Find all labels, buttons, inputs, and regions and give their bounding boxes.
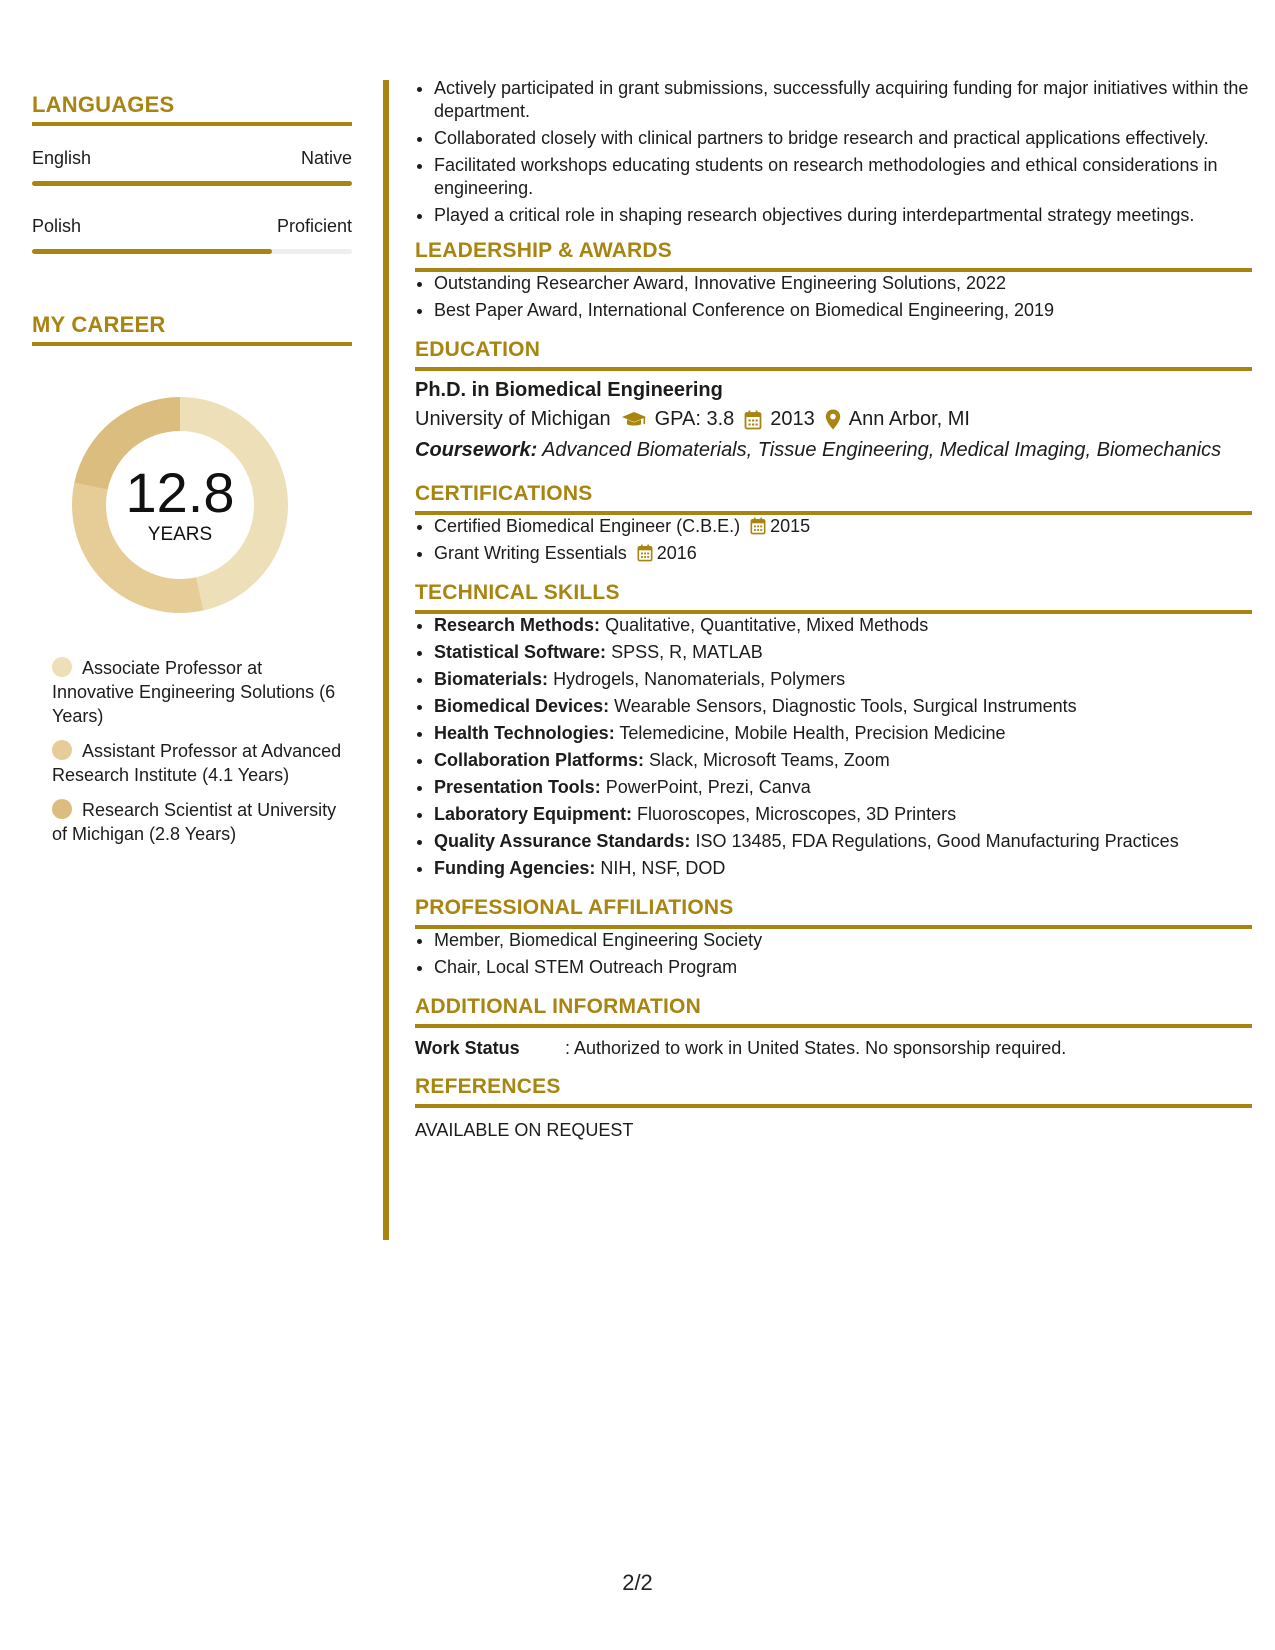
skill-label: Laboratory Equipment: [434, 804, 633, 824]
skill-value: Hydrogels, Nanomaterials, Polymers [553, 669, 846, 689]
career-total-years: 12.8 [125, 461, 235, 524]
experience-bullet: • Facilitated workshops educating students on research methodologies and ethical considerations in engineering. [434, 154, 1252, 200]
language-level: Proficient [276, 216, 352, 236]
skills-heading: TECHNICAL SKILLS [415, 581, 1252, 614]
skill-item [434, 857, 1252, 880]
skill-label: Collaboration Platforms: [434, 750, 645, 770]
language-item [32, 216, 352, 254]
languages-heading: LANGUAGES [32, 92, 352, 126]
skill-item [434, 668, 1252, 691]
language-level-bar [32, 181, 352, 186]
references-text: AVAILABLE ON REQUEST [415, 1120, 634, 1140]
career-legend [52, 656, 342, 846]
page-number: 2/2 [622, 1570, 653, 1595]
gpa: GPA: 3.8 [654, 408, 735, 430]
skill-item [434, 776, 1252, 799]
legend-dot [52, 799, 72, 819]
skill-item [434, 803, 1252, 826]
skill-item [434, 641, 1252, 664]
skill-value: ISO 13485, FDA Regulations, Good Manufacturing Practices [695, 831, 1179, 851]
career-legend-item [52, 656, 342, 728]
language-item [32, 148, 352, 186]
degree: Ph.D. in Biomedical Engineering [415, 379, 723, 401]
skill-value: Qualitative, Quantitative, Mixed Methods [605, 615, 929, 635]
language-level: Native [300, 148, 352, 168]
affiliations-heading: PROFESSIONAL AFFILIATIONS [415, 896, 1252, 929]
skill-label: Presentation Tools: [434, 777, 601, 797]
career-donut-chart [65, 390, 295, 620]
skill-item [434, 614, 1252, 637]
affiliations-list [415, 929, 1252, 979]
skill-item [434, 722, 1252, 745]
certification-name: Certified Biomedical Engineer (C.B.E.) [434, 516, 741, 536]
work-status-value: : Authorized to work in United States. No sponsorship required. [565, 1038, 1067, 1058]
affiliation-item: • Chair, Local STEM Outreach Program [434, 956, 1252, 979]
language-level-fill [32, 181, 352, 186]
skill-item [434, 749, 1252, 772]
calendar-icon [744, 410, 762, 430]
experience-bullet: • Collaborated closely with clinical partners to bridge research and practical applications effectively. [434, 127, 1252, 150]
skill-label: Statistical Software: [434, 642, 607, 662]
skill-value: Fluoroscopes, Microscopes, 3D Printers [637, 804, 957, 824]
coursework-label: Coursework: [415, 439, 538, 461]
award-item: • Best Paper Award, International Conference on Biomedical Engineering, 2019 [434, 299, 1252, 322]
left-column [32, 92, 352, 857]
graduation-cap-icon [621, 411, 647, 429]
awards-heading: LEADERSHIP & AWARDS [415, 239, 1252, 272]
career-total-unit: YEARS [147, 524, 213, 545]
experience-bullet: • Actively participated in grant submissions, successfully acquiring funding for major initiatives within the department. [434, 77, 1252, 123]
skills-list [415, 614, 1252, 880]
skill-label: Biomedical Devices: [434, 696, 610, 716]
education-details [415, 408, 1252, 431]
career-legend-item [52, 739, 342, 787]
legend-label: Research Scientist at University of Michigan (2.8 Years) [52, 800, 337, 844]
coursework [415, 439, 1252, 462]
career-heading: MY CAREER [32, 312, 352, 346]
legend-label: Assistant Professor at Advanced Research Institute (4.1 Years) [52, 741, 342, 785]
legend-label: Associate Professor at Innovative Engineering Solutions (6 Years) [52, 658, 336, 726]
donut-center [65, 390, 295, 620]
education-location: Ann Arbor, MI [848, 408, 970, 430]
certifications-list [415, 515, 1252, 565]
experience-bullets [415, 77, 1252, 227]
skill-label: Quality Assurance Standards: [434, 831, 691, 851]
location-pin-icon [825, 409, 841, 430]
column-divider [383, 80, 389, 1240]
certification-item [434, 515, 1252, 538]
certification-year: 2015 [770, 516, 811, 536]
skill-label: Biomaterials: [434, 669, 549, 689]
skill-label: Research Methods: [434, 615, 601, 635]
certification-item [434, 542, 1252, 565]
skill-value: Telemedicine, Mobile Health, Precision Medicine [619, 723, 1006, 743]
coursework-value: Advanced Biomaterials, Tissue Engineering, Medical Imaging, Biomechanics [542, 439, 1222, 461]
skill-item [434, 695, 1252, 718]
work-status-row [415, 1038, 1252, 1059]
career-legend-item [52, 798, 342, 846]
legend-dot [52, 657, 72, 677]
legend-dot [52, 740, 72, 760]
right-column [415, 80, 1252, 1141]
award-item: • Outstanding Researcher Award, Innovative Engineering Solutions, 2022 [434, 272, 1252, 295]
calendar-icon [750, 517, 766, 535]
education-heading: EDUCATION [415, 338, 1252, 371]
skill-value: NIH, NSF, DOD [600, 858, 726, 878]
skill-value: PowerPoint, Prezi, Canva [605, 777, 811, 797]
certification-name: Grant Writing Essentials [434, 543, 627, 563]
language-level-fill [32, 249, 272, 254]
affiliation-item: • Member, Biomedical Engineering Society [434, 929, 1252, 952]
skill-label: Health Technologies: [434, 723, 615, 743]
work-status-label: Work Status [415, 1038, 520, 1058]
experience-bullet: • Played a critical role in shaping research objectives during interdepartmental strategy meetings. [434, 204, 1252, 227]
calendar-icon [637, 544, 653, 562]
additional-info-heading: ADDITIONAL INFORMATION [415, 995, 1252, 1028]
graduation-year: 2013 [770, 408, 815, 430]
language-name: English [32, 148, 92, 168]
skill-label: Funding Agencies: [434, 858, 596, 878]
certifications-heading: CERTIFICATIONS [415, 482, 1252, 515]
skill-item [434, 830, 1252, 853]
certification-year: 2016 [656, 543, 697, 563]
references-heading: REFERENCES [415, 1075, 1252, 1108]
language-level-bar [32, 249, 352, 254]
school-name: University of Michigan [415, 408, 611, 430]
awards-list [415, 272, 1252, 322]
skill-value: Slack, Microsoft Teams, Zoom [649, 750, 890, 770]
language-name: Polish [32, 216, 82, 236]
skill-value: SPSS, R, MATLAB [611, 642, 763, 662]
skill-value: Wearable Sensors, Diagnostic Tools, Surgical Instruments [614, 696, 1077, 716]
